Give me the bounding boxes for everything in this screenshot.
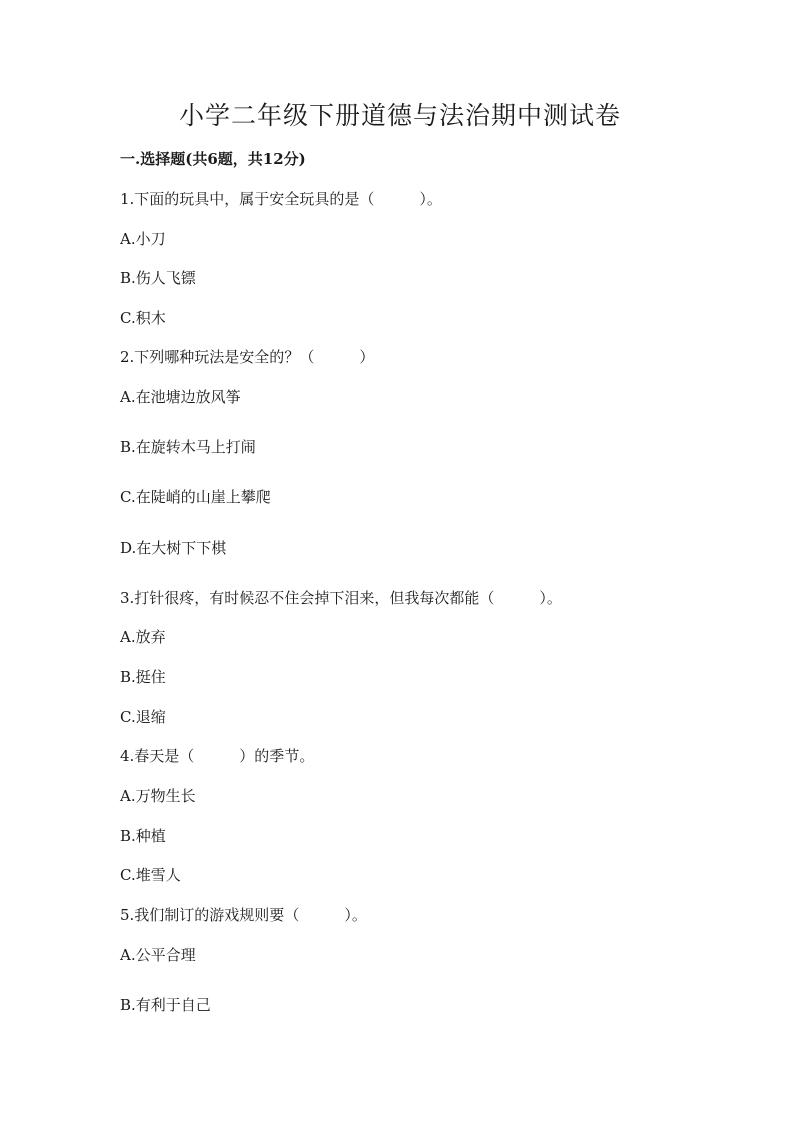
question-3-option-c: C.退缩 — [120, 708, 166, 726]
question-1-option-c: C.积木 — [120, 309, 166, 327]
question-5-option-b: B.有利于自己 — [120, 996, 211, 1014]
question-1-option-b: B.伤人飞镖 — [120, 269, 196, 287]
question-1-stem: 1.下面的玩具中，属于安全玩具的是（ ）。 — [120, 190, 442, 208]
question-2-option-c: C.在陡峭的山崖上攀爬 — [120, 488, 271, 506]
question-3-option-a: A.放弃 — [120, 628, 166, 646]
question-3-stem: 3.打针很疼，有时候忍不住会掉下泪来，但我每次都能（ ）。 — [120, 589, 562, 607]
question-1-option-a: A.小刀 — [120, 230, 166, 248]
question-5-option-a: A.公平合理 — [120, 946, 196, 964]
question-4-option-a: A.万物生长 — [120, 787, 196, 805]
question-5-stem: 5.我们制订的游戏规则要（ ）。 — [120, 906, 367, 924]
question-2-option-d: D.在大树下下棋 — [120, 539, 227, 557]
question-2-stem: 2.下列哪种玩法是安全的？（ ） — [120, 348, 375, 366]
question-2-option-a: A.在池塘边放风筝 — [120, 388, 241, 406]
question-3-option-b: B.挺住 — [120, 668, 166, 686]
question-4-option-b: B.种植 — [120, 827, 166, 845]
section-heading: 一.选择题(共6题，共12分) — [120, 150, 306, 168]
question-4-stem: 4.春天是（ ）的季节。 — [120, 747, 315, 765]
page-title: 小学二年级下册道德与法治期中测试卷 — [178, 101, 621, 130]
question-2-option-b: B.在旋转木马上打闹 — [120, 438, 256, 456]
question-4-option-c: C.堆雪人 — [120, 866, 181, 884]
